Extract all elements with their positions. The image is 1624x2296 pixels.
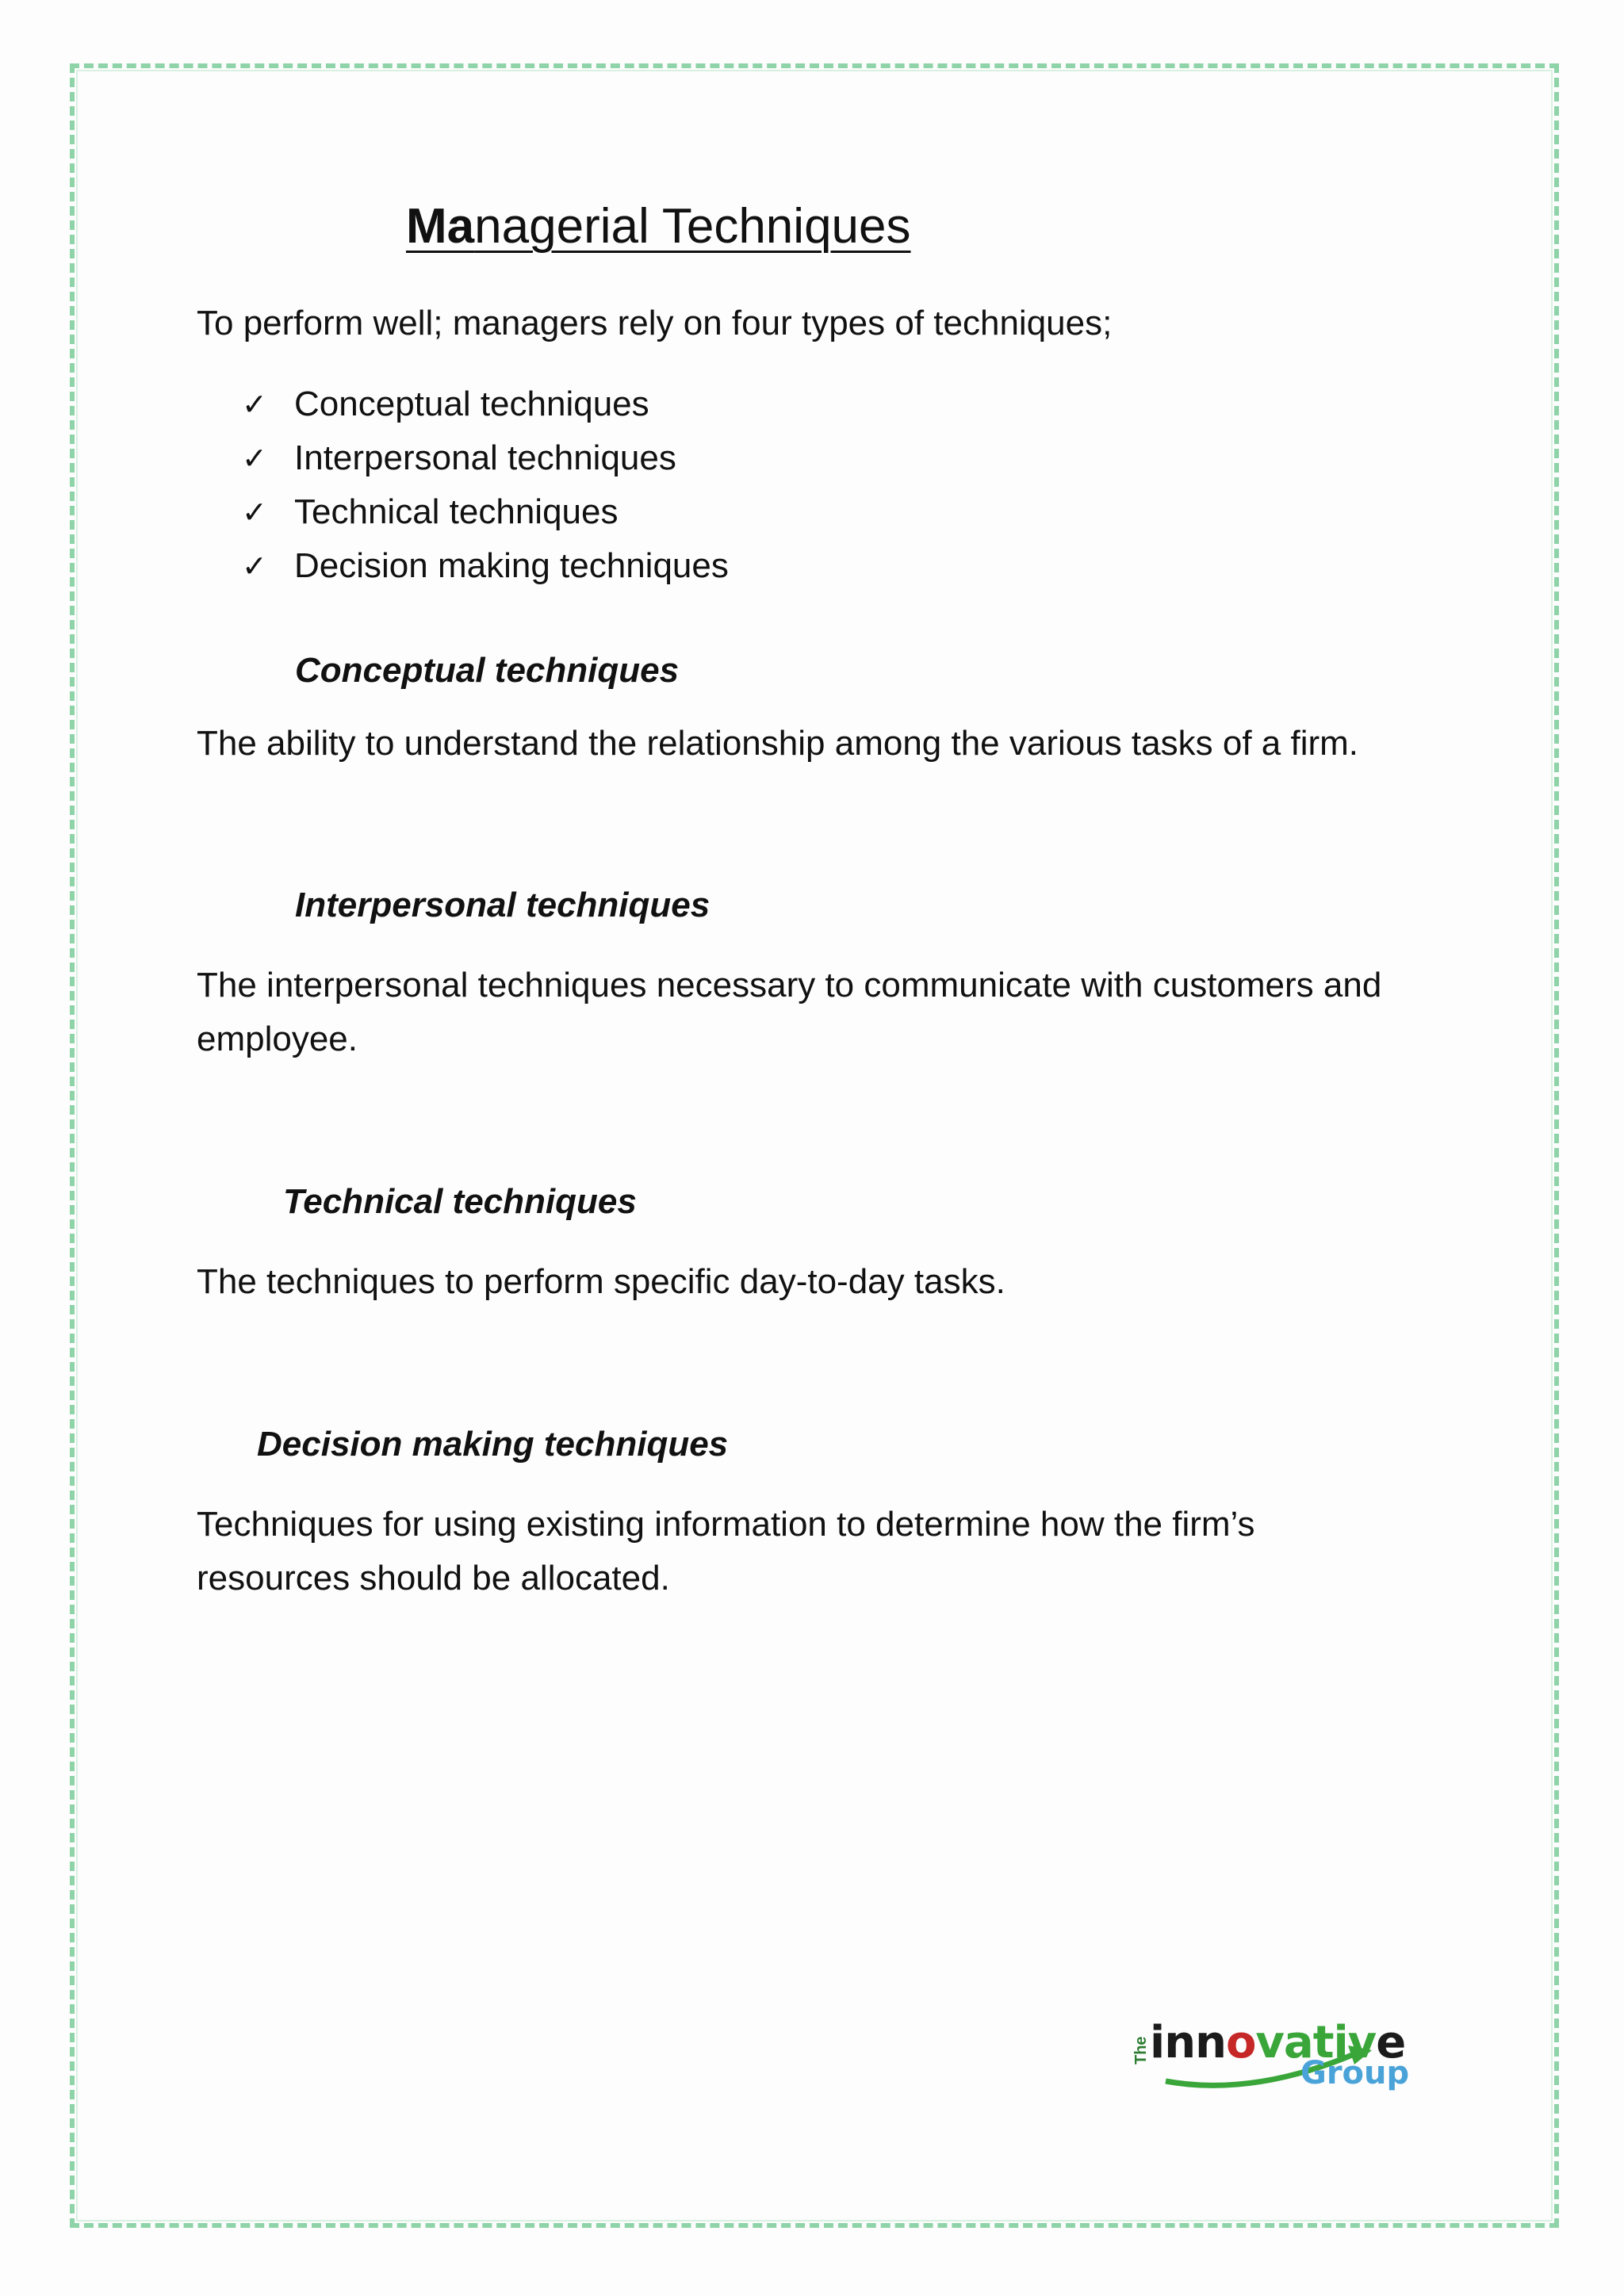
logo-wordmark-part: o: [1225, 2017, 1256, 2068]
section-body-decision-line2: resources should be allocated.: [197, 1559, 670, 1598]
section-body-technical: The techniques to perform specific day-to-day tasks.: [197, 1262, 1005, 1301]
section-heading-decision: Decision making techniques: [257, 1425, 729, 1464]
checklist-item: [242, 377, 729, 431]
logo-group-text: Group: [1300, 2055, 1410, 2091]
techniques-checklist: [242, 377, 729, 593]
checklist-item-label: Conceptual techniques: [294, 385, 649, 423]
check-icon: ✓: [242, 441, 267, 476]
section-body-interpersonal-line1: The interpersonal techniques necessary to communicate with customers and: [197, 966, 1382, 1004]
section-heading-conceptual: Conceptual techniques: [295, 651, 680, 690]
checklist-item-label: Decision making techniques: [294, 546, 729, 585]
checklist-item: [242, 485, 729, 539]
logo-wordmark-part: e: [1376, 2017, 1406, 2068]
checklist-item-label: Technical techniques: [294, 492, 619, 531]
page-title: [406, 198, 911, 254]
check-icon: ✓: [242, 549, 267, 584]
checklist-item: [242, 539, 729, 593]
section-body-conceptual: The ability to understand the relationship among the various tasks of a firm.: [197, 724, 1358, 763]
logo-wordmark-part: vativ: [1255, 2017, 1377, 2068]
checklist-item-label: Interpersonal techniques: [294, 438, 676, 477]
section-heading-technical: Technical techniques: [283, 1182, 637, 1221]
section-body-interpersonal-line2: employee.: [197, 1020, 358, 1058]
intro-paragraph: To perform well; managers rely on four types of techniques;: [197, 304, 1113, 342]
section-heading-interpersonal: Interpersonal techniques: [295, 886, 710, 924]
logo-the: The: [1132, 2036, 1150, 2064]
company-logo: [1126, 2017, 1507, 2093]
checklist-item: [242, 431, 729, 485]
logo-wordmark-part: inn: [1150, 2017, 1226, 2068]
page-title-rest: nagerial Techniques: [474, 199, 911, 254]
section-body-decision-line1: Techniques for using existing information to determine how the firm’s: [197, 1505, 1255, 1544]
page-title-bold: Ma: [406, 199, 475, 254]
check-icon: ✓: [242, 387, 267, 422]
check-icon: ✓: [242, 495, 267, 530]
